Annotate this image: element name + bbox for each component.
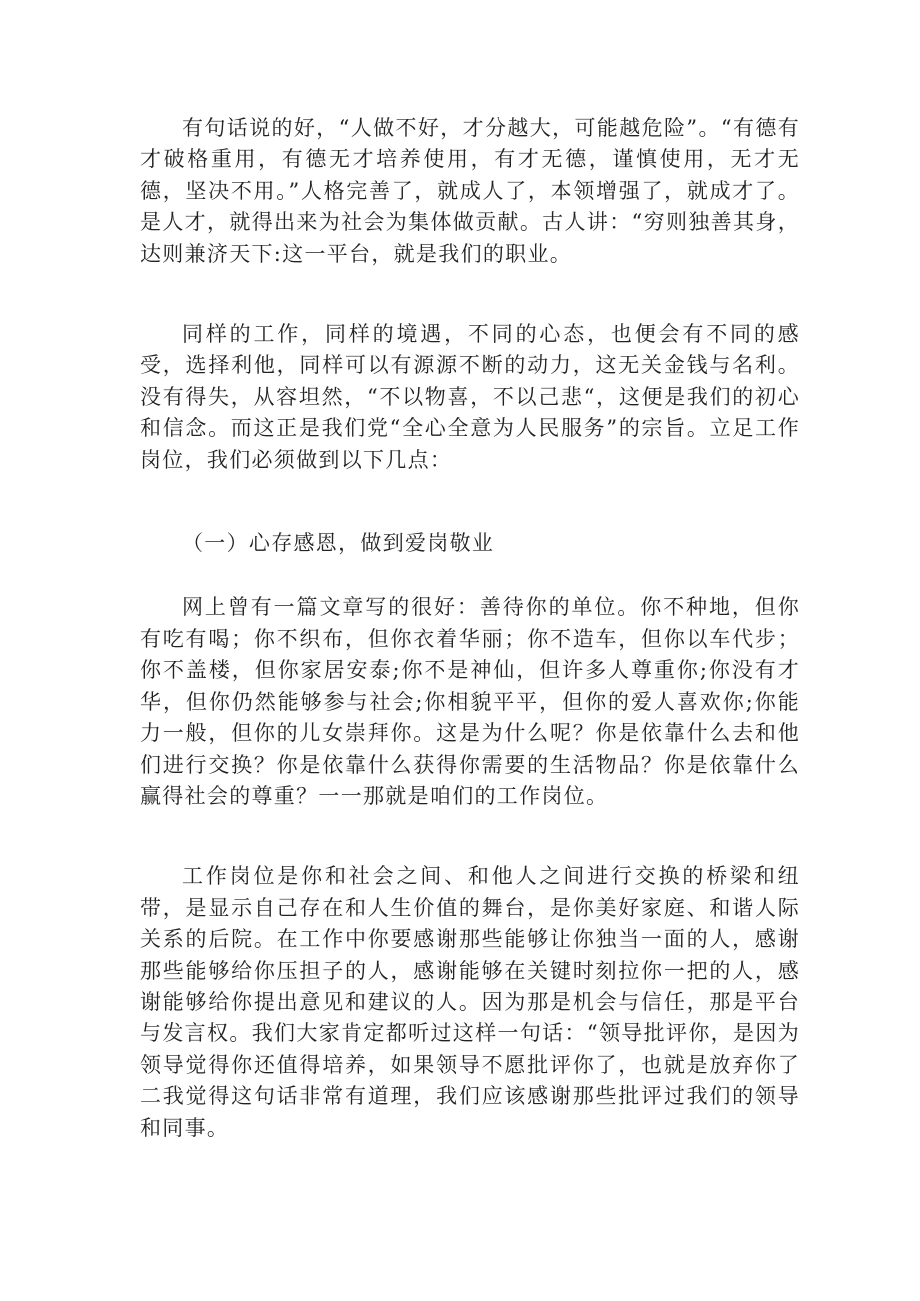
paragraph-3: 网上曾有一篇文章写的很好：善待你的单位。你不种地，但你有吃有喝；你不织布，但你衣着华丽；你不造车，但你以车代步；你不盖楼，但你家居安泰;你不是神仙，但许多人尊重你;你没有才华，但你仍然能够参与社会;你相貌平平，但你的爱人喜欢你;你能力一般，但你的儿女崇拜你。这是为什么呢？你是依靠什么去和他们进行交换？你是依靠什么获得你需要的生活物品？你是依靠什么赢得社会的尊重？一一那就是咱们的工作岗位。 <box>140 595 800 808</box>
section-heading: （一）心存感恩，做到爱岗敬业 <box>182 531 495 556</box>
paragraph-4: 工作岗位是你和社会之间、和他人之间进行交换的桥梁和纽带，是显示自己存在和人生价值的舞台，是你美好家庭、和谐人际关系的后院。在工作中你要感谢那些能够让你独当一面的人，感谢那些能够给你压担子的人，感谢能够在关键时刻拉你一把的人，感谢能够给你提出意见和建议的人。因为那是机会与信任，那是平台与发言权。我们大家肯定都听过这样一句话：“领导批评你，是因为领导觉得你还值得培养，如果领导不愿批评你了，也就是放弃你了二我觉得这句话非常有道理，我们应该感谢那些批评过我们的领导和同事。 <box>140 864 800 1140</box>
paragraph-1: 有句话说的好，“人做不好，才分越大，可能越危险”。“有德有才破格重用，有德无才培养使用，有才无德，谨慎使用，无才无德，坚决不用。”人格完善了，就成人了，本领增强了，就成才了。是人才，就得出来为社会为集体做贡献。古人讲：“穷则独善其身，达则兼济天下:这一平台，就是我们的职业。 <box>140 116 800 266</box>
document-body <box>140 113 800 1144</box>
paragraph-2: 同样的工作，同样的境遇，不同的心态，也便会有不同的感受，选择利他，同样可以有源源不断的动力，这无关金钱与名利。没有得失，从容坦然，“不以物喜，不以己悲“，这便是我们的初心和信念。而这正是我们党“全心全意为人民服务”的宗旨。立足工作岗位，我们必须做到以下几点： <box>140 322 800 472</box>
